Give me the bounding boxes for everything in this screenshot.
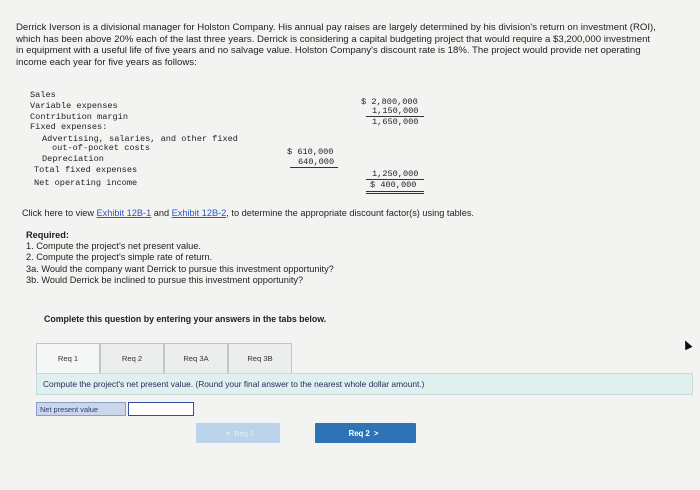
tab-req-3b[interactable]: Req 3B <box>228 343 292 373</box>
required-item: 3a. Would the company want Derrick to pursue this investment opportunity? <box>26 263 334 274</box>
req-tabs <box>36 343 292 373</box>
next-req-button[interactable] <box>315 423 416 443</box>
double-underline-top <box>366 191 424 192</box>
double-underline-bottom <box>366 193 424 194</box>
depreciation-value: 640,000 <box>298 157 335 167</box>
variable-expenses-value: 1,150,000 <box>372 106 419 116</box>
net-operating-income-label: Net operating income <box>34 178 138 188</box>
fixed-expenses-label: Fixed expenses: <box>30 122 108 132</box>
mouse-cursor-icon <box>681 339 692 351</box>
advertising-value: $ 610,000 <box>287 147 334 157</box>
total-fixed-value: 1,250,000 <box>372 169 419 179</box>
instructions-heading: Complete this question by entering your answers in the tabs below. <box>44 314 327 324</box>
answer-row <box>36 402 194 416</box>
prev-req-label: Req 1 <box>234 428 255 438</box>
total-fixed-label: Total fixed expenses <box>34 165 138 175</box>
exhibit-12b-2-link[interactable]: Exhibit 12B-2 <box>171 208 227 218</box>
required-item: 3b. Would Derrick be inclined to pursue this investment opportunity? <box>26 274 304 285</box>
required-item: 2. Compute the project's simple rate of return. <box>26 252 213 263</box>
contribution-margin-label: Contribution margin <box>30 112 128 122</box>
variable-expenses-label: Variable expenses <box>30 101 118 111</box>
exhibit-suffix: , to determine the appropriate discount factor(s) using tables. <box>226 208 474 218</box>
prev-req-button[interactable] <box>196 423 280 443</box>
exhibit-prefix: Click here to view <box>22 208 97 218</box>
advertising-label: Advertising, salaries, and other fixed <box>42 134 238 144</box>
sales-value: $ 2,800,000 <box>361 97 418 107</box>
advertising-label-2: out-of-pocket costs <box>52 143 150 153</box>
divider-line <box>290 167 338 168</box>
required-title: Required: <box>26 230 69 240</box>
exhibit-middle: and <box>151 208 172 218</box>
tab-req-3a[interactable]: Req 3A <box>164 343 228 373</box>
next-req-label: Req 2 <box>348 428 370 438</box>
required-item: 1. Compute the project's net present value. <box>26 241 201 252</box>
exhibit-instructions <box>22 208 474 218</box>
depreciation-label: Depreciation <box>42 154 104 164</box>
required-section <box>26 230 334 286</box>
contribution-margin-value: 1,650,000 <box>372 117 419 127</box>
tab-req-2[interactable]: Req 2 <box>100 343 164 373</box>
net-present-value-input[interactable] <box>128 402 194 416</box>
chevron-right-icon: > <box>373 428 379 438</box>
chevron-left-icon: < <box>225 428 231 438</box>
sales-label: Sales <box>30 90 56 100</box>
problem-intro: Derrick Iverson is a divisional manager for Holston Company. His annual pay raises are largely determined by his division's return on investment (ROI), which has been above 20% each of the last three years. Derrick is considering a capital budgeting project that would require a $3,200,000 investment in equipment with a useful life of five years and no salvage value. Holston Company's discount rate is 18%. The project would provide net operating income each year for five years as follows: <box>16 22 656 68</box>
net-operating-income-value: $ 400,000 <box>370 180 417 190</box>
tab-req-1[interactable]: Req 1 <box>36 343 100 373</box>
net-present-value-label: Net present value <box>36 402 126 416</box>
exhibit-12b-1-link[interactable]: Exhibit 12B-1 <box>96 208 152 218</box>
panel-instruction: Compute the project's net present value. (Round your final answer to the nearest whole dollar amount.) <box>36 373 693 395</box>
